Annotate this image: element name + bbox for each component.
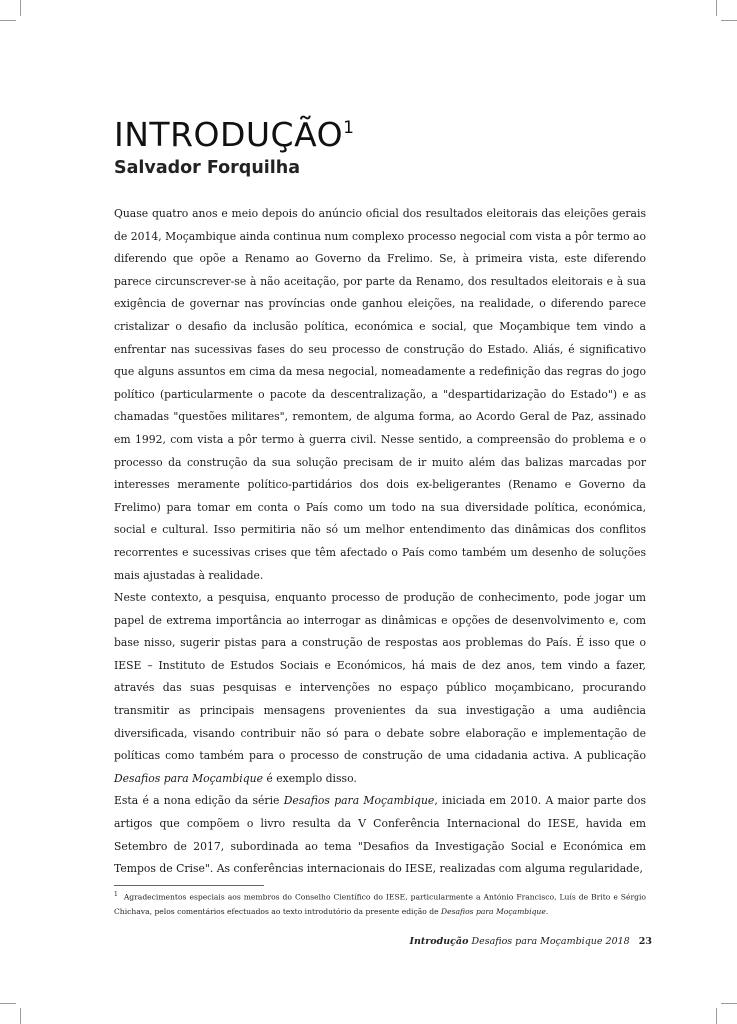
footnote-divider — [114, 885, 264, 886]
body-text — [114, 203, 646, 881]
crop-mark — [0, 20, 16, 21]
author-name: Salvador Forquilha — [114, 158, 301, 178]
footnote — [114, 888, 646, 919]
footnote-text: Agradecimentos especiais aos membros do Conselho Científico do IESE, particularmente a António Francisco, Luís de Brito e Sérgio Chichava, pelos comentários efectuados ao texto introdutório da presente edição de — [114, 892, 646, 916]
footer-publication: Desafios para Moçambique 2018 — [471, 936, 630, 947]
crop-mark — [20, 0, 21, 16]
paragraph — [114, 203, 646, 587]
crop-mark — [716, 1008, 717, 1024]
paragraph — [114, 790, 646, 880]
publication-title: Desafios para Moçambique — [283, 794, 435, 808]
page-number: 23 — [638, 936, 652, 947]
publication-title: Desafios para Moçambique — [114, 771, 263, 785]
footnote-marker: 1 — [343, 118, 355, 138]
paragraph — [114, 587, 646, 790]
paragraph-text: Esta é a nona edição da série — [114, 794, 284, 808]
running-footer — [114, 936, 652, 947]
publication-title: Desafios para Moçambique — [441, 906, 546, 916]
crop-mark — [721, 1003, 737, 1004]
title-text: INTRODUÇÃO — [114, 115, 344, 154]
crop-mark — [721, 20, 737, 21]
page-title — [114, 108, 354, 155]
footnote-marker: 1 — [114, 891, 118, 898]
paragraph-text: é exemplo disso. — [262, 771, 357, 785]
crop-mark — [0, 1003, 16, 1004]
paragraph-text: Neste contexto, a pesquisa, enquanto processo de produção de conhecimento, pode jogar um papel de extrema importância ao interrogar as dinâmicas e opções de desenvolvimento e, com base nisso, sugerir pistas para a construção de respostas aos problemas do País. É isso que o IESE – Instituto de Estudos Sociais e Económicos, há mais de dez anos, tem vindo a fazer, através das suas pesquisas e intervenções no espaço público moçambicano, procurando transmitir as principais mensagens provenientes da sua investigação a uma audiência diversificada, visando contribuir não só para o debate sobre elaboração e implementação de políticas como também para o processo de construção de uma cidadania activa. A publicação — [114, 591, 646, 763]
crop-mark — [20, 1008, 21, 1024]
paragraph-text: , iniciada em 2010. A maior parte dos artigos que compõem o livro resulta da V Conferência Internacional do IESE, havida em Setembro de 2017, subordinada ao tema "Desafios da Investigação Social e Económica em Tempos de Crise". As conferências internacionais do IESE, realizadas com alguma regularidade, — [114, 794, 646, 876]
footer-section: Introdução — [409, 936, 469, 947]
paragraph-text: Quase quatro anos e meio depois do anúncio oficial dos resultados eleitorais das eleições gerais de 2014, Moçambique ainda continua num complexo processo negocial com vista a pôr termo ao diferendo que opõe a Renamo ao Governo da Frelimo. Se, à primeira vista, este diferendo parece circunscrever-se à não aceitação, por parte da Renamo, dos resultados eleitorais e à sua exigência de governar nas províncias onde ganhou eleições, na realidade, o diferendo parece cristalizar o desafio da inclusão política, económica e social, que Moçambique tem vindo a enfrentar nas sucessivas fases do seu processo de construção do Estado. Aliás, é significativo que alguns assuntos em cima da mesa negocial, nomeadamente a redefinição das regras do jogo político (particularmente o pacote da descentralização, a "despartidarização do Estado") e as chamadas "questões militares", remontem, de alguma forma, ao Acordo Geral de Paz, assinado em 1992, com vista a pôr termo à guerra civil. Nesse sentido, a compreensão do problema e o processo da construção da sua solução precisam de ir muito além das balizas marcadas por interesses meramente político-partidários dos dois ex-beligerantes (Renamo e Governo da Frelimo) para tomar em conta o País como um todo na sua diversidade política, económica, social e cultural. Isso permitiria não só um melhor entendimento das dinâmicas dos conflitos recorrentes e sucessivas crises que têm afectado o País como também um desenho de soluções mais ajustadas à realidade. — [114, 207, 646, 582]
crop-mark — [716, 0, 717, 16]
footnote-text: . — [545, 906, 549, 916]
